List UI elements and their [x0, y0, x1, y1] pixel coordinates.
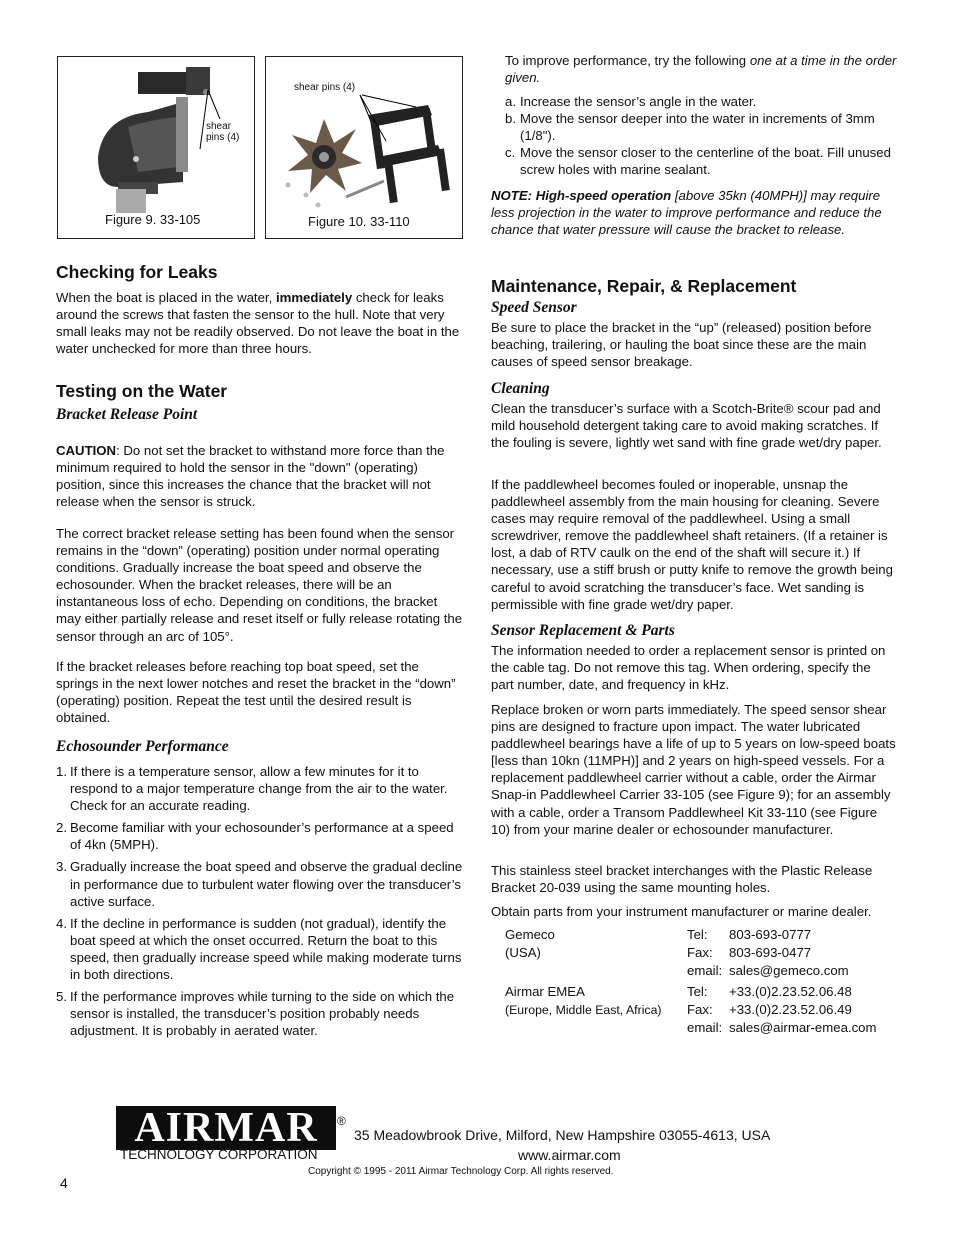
- logo-text: AIRMAR: [134, 1105, 318, 1151]
- leaks-paragraph: When the boat is placed in the water, immediately check for leaks around the screws that fasten the sensor to the hull. Note that very small leaks may not be readily observed. Do not leave the boat in the water unchecked for more than three hours.: [56, 290, 460, 357]
- contact-label: Tel:: [687, 984, 708, 999]
- shear-pins-callout: shear pins (4): [206, 121, 240, 143]
- contact-row: [505, 1001, 877, 1019]
- contact-row: [505, 1019, 877, 1037]
- contact-row: [505, 944, 877, 962]
- contact-phone: 803-693-0777: [729, 927, 812, 942]
- cleaning-paragraph-1: Clean the transducer’s surface with a Scotch-Brite® scour pad and mild household detergent taking care to avoid making scratches. If the fouling is severe, lightly wet sand with fine grade wet/dry paper.: [491, 401, 882, 451]
- release-paragraph: The correct bracket release setting has been found when the sensor remains in the “down” (operating) position under normal operating conditions. Gradually increase the boat speed and observe the echosounder. When the bracket releases, there will be an instantaneous loss of echo. Depending on conditions, the bracket may either partially release and reset itself or fully release rotating the sensor through an arc of 105°.: [56, 526, 463, 644]
- list-item: 2. Become familiar with your echosounder’s performance at a speed of 4kn (5MPH).: [56, 820, 454, 853]
- contact-label: Fax:: [687, 1002, 713, 1017]
- contacts-table: [505, 926, 877, 1037]
- contact-fax: 803-693-0477: [729, 945, 812, 960]
- improve-paragraph: To improve performance, try the following one at a time in the order given.: [505, 53, 897, 86]
- echosounder-list: [56, 763, 466, 1044]
- list-item: 5. If the performance improves while turning to the side on which the sensor is installed, the transducer’s position probably needs adjustment. It is probably in aerated water.: [56, 989, 455, 1039]
- springs-paragraph: If the bracket releases before reaching top boat speed, set the springs in the next lower notches and reset the bracket in the “down” (operating) position. Repeat the test until the desired result is obtained.: [56, 659, 456, 726]
- replacement-paragraph-2: Replace broken or worn parts immediately. The speed sensor shear pins are designed to fracture upon impact. The water lubricated paddlewheel bearings have a life of up to 5 years on low-speed boats [less than 10kn (11MPH)] and 2 years on high-speed vessels. For a replacement paddlewheel carrier without a cable, order the Airmar Snap-in Paddlewheel Carrier 33-105 (see Figure 9); for an assembly with a cable, order a Transom Paddlewheel Kit 33-110 (see Figure 10) from your marine dealer or echosounder manufacturer.: [491, 702, 896, 837]
- contact-label: Fax:: [687, 945, 713, 960]
- bracket-release-subheading: Bracket Release Point: [56, 406, 198, 423]
- company-tagline: TECHNOLOGY CORPORATION: [120, 1147, 318, 1162]
- shear-pins-callout: shear pins (4): [294, 82, 356, 93]
- company-address: 35 Meadowbrook Drive, Milford, New Hampshire 03055-4613, USA: [354, 1127, 771, 1143]
- contact-fax: +33.(0)2.23.52.06.49: [729, 1002, 852, 1017]
- list-item: 4. If the decline in performance is sudden (not gradual), identify the boat speed at which the onset occurred. Return the boat to this speed, then gradually increase speed while making moderate turns in both directions.: [56, 915, 462, 983]
- list-item: 3. Gradually increase the boat speed and observe the gradual decline in performance due to turbulent water flowing over the transducer’s active surface.: [56, 859, 463, 909]
- list-item: b. Move the sensor deeper into the water in increments of 3mm (1/8").: [505, 111, 875, 144]
- sensor-bracket-image: [58, 57, 254, 238]
- company-website[interactable]: www.airmar.com: [518, 1147, 621, 1163]
- cleaning-paragraph-2: If the paddlewheel becomes fouled or inoperable, unsnap the paddlewheel assembly from the main housing for cleaning. Severe cases may require removal of the paddlewheel. Using a small screwdriver, remove the paddlewheel shaft retainers. (If a retainer is lost, a dab of RTV caulk on the end of the shaft will secure it.) If necessary, use a stiff brush or putty knife to remove the growth being careful to avoid scratching the transducer’s face. Wet sanding is permissible with fine grade wet/dry paper.: [491, 477, 893, 612]
- replacement-paragraph-1: The information needed to order a replacement sensor is printed on the cable tag. Do not remove this tag. When ordering, specify the part number, date, and frequency in kHz.: [491, 643, 886, 693]
- replacement-subheading: Sensor Replacement & Parts: [491, 622, 675, 639]
- contact-region: (Europe, Middle East, Africa): [505, 1003, 662, 1017]
- speed-sensor-subheading: Speed Sensor: [491, 299, 577, 316]
- page-number: 4: [60, 1175, 68, 1191]
- contact-name: Airmar EMEA: [505, 984, 585, 999]
- cleaning-subheading: Cleaning: [491, 380, 550, 397]
- contact-label: email:: [687, 1020, 723, 1035]
- note-paragraph: NOTE: High-speed operation [above 35kn (40MPH)] may require less projection in the water to improve performance and reduce the chance that water pressure will cause the bracket to release.: [491, 188, 882, 238]
- figure-10: [265, 56, 463, 239]
- contact-label: email:: [687, 963, 723, 978]
- contact-row: [505, 926, 877, 944]
- list-item: c. Move the sensor closer to the centerline of the boat. Fill unused screw holes with marine sealant.: [505, 145, 891, 178]
- airmar-logo: [116, 1106, 336, 1150]
- replacement-paragraph-3: This stainless steel bracket interchanges with the Plastic Release Bracket 20-039 using the same mounting holes.: [491, 863, 873, 896]
- copyright: Copyright © 1995 - 2011 Airmar Technology Corp. All rights reserved.: [308, 1166, 614, 1177]
- list-item: 1. If there is a temperature sensor, allow a few minutes for it to respond to a major temperature change from the air to the water. Check for an accurate reading.: [56, 764, 448, 814]
- contact-email[interactable]: sales@airmar-emea.com: [729, 1020, 877, 1035]
- contact-row: [505, 962, 877, 980]
- testing-water-heading: Testing on the Water: [56, 381, 228, 401]
- registered-mark: ®: [337, 1114, 346, 1128]
- improve-steps: [505, 93, 897, 178]
- contact-name: Gemeco: [505, 927, 555, 942]
- contact-email[interactable]: sales@gemeco.com: [729, 963, 849, 978]
- speed-sensor-paragraph: Be sure to place the bracket in the “up” (released) position before beaching, trailering, or hauling the boat since these are the main causes of speed sensor breakage.: [491, 320, 872, 370]
- figure-9-caption: Figure 9. 33-105: [105, 212, 201, 227]
- contact-phone: +33.(0)2.23.52.06.48: [729, 984, 852, 999]
- echosounder-subheading: Echosounder Performance: [56, 738, 229, 755]
- figure-10-caption: Figure 10. 33-110: [308, 214, 410, 229]
- contact-region: (USA): [505, 945, 541, 960]
- checking-leaks-heading: Checking for Leaks: [56, 262, 218, 282]
- contact-label: Tel:: [687, 927, 708, 942]
- list-item: a. Increase the sensor’s angle in the water.: [505, 94, 757, 109]
- maintenance-heading: Maintenance, Repair, & Replacement: [491, 276, 797, 296]
- caution-paragraph: CAUTION: Do not set the bracket to withstand more force than the minimum required to hold the sensor in the "down" (operating) position, since this increases the chance that the bracket will not release when the sensor is struck.: [56, 443, 445, 510]
- contact-row: [505, 983, 877, 1001]
- replacement-paragraph-4: Obtain parts from your instrument manufacturer or marine dealer.: [491, 904, 872, 919]
- figure-9: [57, 56, 255, 239]
